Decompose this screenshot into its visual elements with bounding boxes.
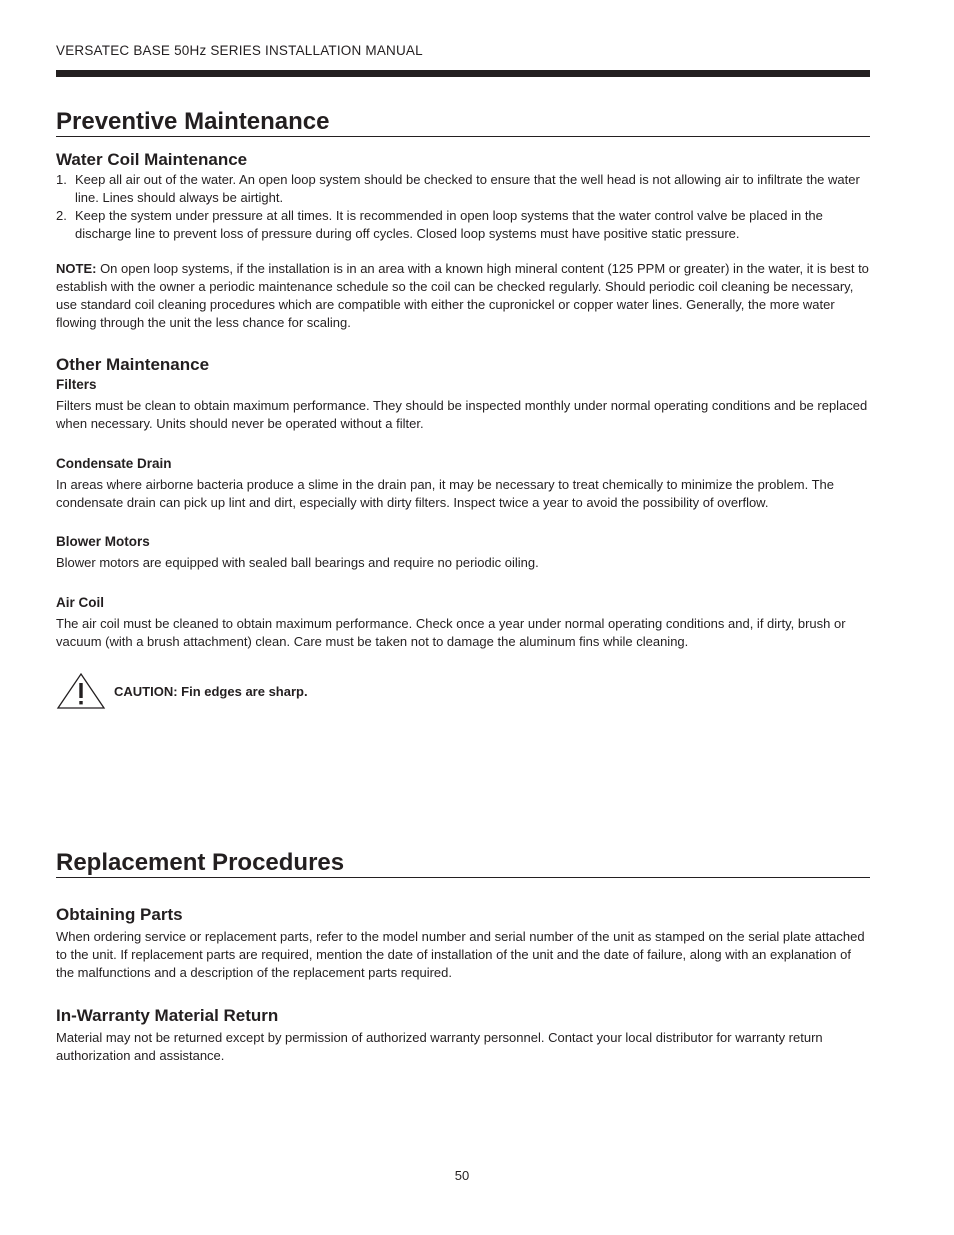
list-item: [56, 171, 870, 207]
page-number: 50: [454, 1168, 470, 1183]
list-item-number: 2.: [56, 208, 67, 223]
air-coil-text: The air coil must be cleaned to obtain maximum performance. Check once a year under normal operating conditions and, if dirty, brush or vacuum (with a brush attachment) clean. Care must be taken not to damage the aluminum fins while cleaning.: [56, 616, 846, 649]
obtaining-parts-text: When ordering service or replacement parts, refer to the model number and serial number of the unit as stamped on the serial plate attached to the unit. If replacement parts are required, mention the date of installation of the unit and the date of failure, along with an explanation of the malfunctions and a description of the replacement parts required.: [56, 929, 865, 980]
list-item: [56, 207, 870, 243]
filters-text: Filters must be clean to obtain maximum performance. They should be inspected monthly under normal operating conditions and be replaced when necessary. Units should never be operated without a filter.: [56, 398, 868, 431]
list-item-number: 1.: [56, 172, 67, 187]
note-paragraph: [56, 260, 870, 332]
note-label: NOTE:: [56, 261, 97, 276]
heading-water-coil-maintenance: Water Coil Maintenance: [56, 150, 248, 169]
section-title-replacement-procedures: Replacement Procedures: [56, 849, 870, 878]
manual-header-title: VERSATEC BASE 50Hz SERIES INSTALLATION MANUAL: [56, 43, 423, 58]
heading-blower-motors: Blower Motors: [56, 534, 150, 549]
warning-triangle-icon: [56, 672, 106, 710]
blower-motors-text: Blower motors are equipped with sealed ball bearings and require no periodic oiling.: [56, 555, 539, 570]
heading-filters: Filters: [56, 377, 97, 392]
water-coil-list: [56, 171, 870, 243]
heading-air-coil: Air Coil: [56, 595, 105, 610]
heading-in-warranty-material-return: In-Warranty Material Return: [56, 1006, 279, 1025]
list-item-text: Keep all air out of the water. An open loop system should be checked to ensure that the well head is not allowing air to infiltrate the water line. Lines should always be airtight.: [75, 172, 860, 205]
section-title-preventive-maintenance: Preventive Maintenance: [56, 108, 870, 137]
caution-notice: [56, 672, 870, 710]
condensate-drain-text: In areas where airborne bacteria produce a slime in the drain pan, it may be necessary to treat chemically to minimize the problem. The condensate drain can pick up lint and dirt, especially with dirty filters. Inspect twice a year to avoid the possibility of overflow.: [56, 477, 834, 510]
replacement-procedures-section: [56, 849, 870, 1065]
heading-condensate-drain: Condensate Drain: [56, 456, 172, 471]
heading-obtaining-parts: Obtaining Parts: [56, 905, 183, 924]
heading-other-maintenance: Other Maintenance: [56, 355, 210, 374]
caution-text: CAUTION: Fin edges are sharp.: [114, 683, 308, 699]
note-text: On open loop systems, if the installation is in an area with a known high mineral content (125 PPM or greater) in the water, it is best to establish with the owner a periodic maintenance schedule so the coil can be checked regularly. Should periodic coil cleaning be necessary, use standard coil cleaning procedures which are compatible with either the cupronickel or copper water lines. Generally, the more water flowing through the unit the less chance for scaling.: [56, 261, 869, 330]
list-item-text: Keep the system under pressure at all times. It is recommended in open loop systems that the water control valve be placed in the discharge line to prevent loss of pressure during off cycles. Closed loop systems must have positive static pressure.: [75, 208, 823, 241]
in-warranty-text: Material may not be returned except by permission of authorized warranty personnel. Contact your local distributor for warranty return authorization and assistance.: [56, 1030, 823, 1063]
header-rule: [56, 70, 870, 77]
preventive-maintenance-section: [56, 108, 870, 710]
